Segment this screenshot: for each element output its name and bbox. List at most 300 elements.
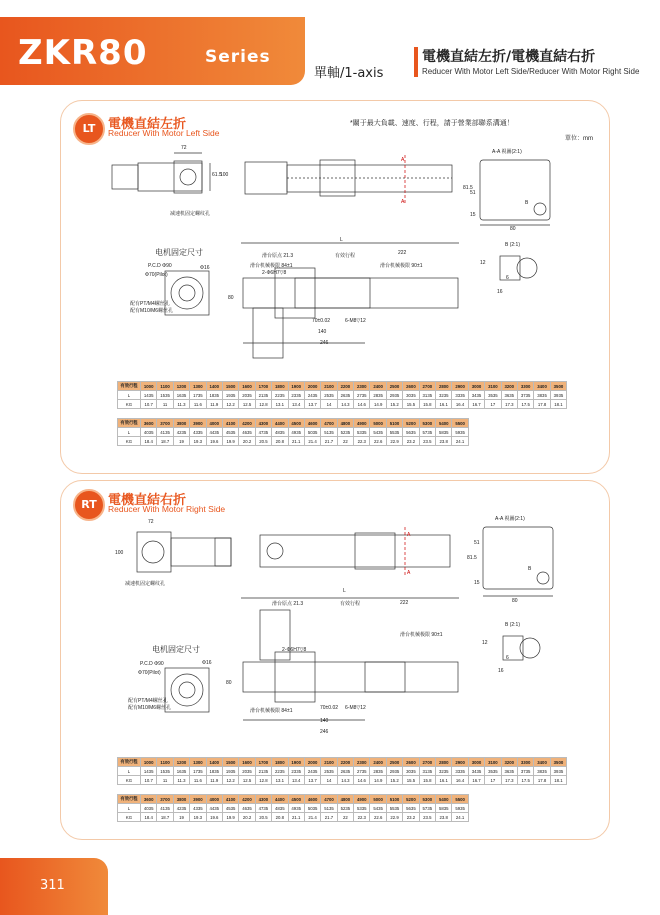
spec-cell: 4635 [239,428,255,437]
spec-cell: 2035 [239,391,255,400]
spec-cell: 2135 [255,391,271,400]
spec-cell: 2535 [321,391,337,400]
bolt-note-2-2: 配有M10/M6螺丝孔 [128,705,172,711]
header-title-en: Reducer With Motor Left Side/Reducer With Motor Right Side [422,67,640,76]
spec-cell: 3635 [501,767,517,776]
spec-cell: 4200 [239,419,255,428]
dim-left-limit: 滑台机械极限 84±1 [250,263,293,269]
spec-cell: 1100 [157,758,173,767]
spec-cell: 4935 [288,428,304,437]
spec-cell: 5135 [321,428,337,437]
section-title-en: Reducer With Motor Left Side [108,128,220,138]
spec-cell: 24.1 [452,437,468,446]
mark-b: B [525,200,529,206]
spec-row-stroke [118,758,567,767]
spec-cell: 4100 [222,419,238,428]
spec-cell: 1200 [173,382,189,391]
spec-cell: 1435 [141,767,157,776]
spec-cell: 23.5 [419,813,435,822]
spec-row-label: KG [118,813,141,822]
spec-cell: 1635 [173,391,189,400]
spec-row-label: KG [118,437,141,446]
spec-cell: 4035 [141,804,157,813]
spec-cell: 11.3 [173,400,189,409]
spec-cell: 1635 [173,767,189,776]
spec-cell: 4900 [354,419,370,428]
spec-cell: 1500 [222,758,238,767]
spec-cell: 4735 [255,428,271,437]
spec-cell: 4035 [141,428,157,437]
drawing2-aa-view [478,522,563,602]
spec-cell: 1100 [157,382,173,391]
spec-cell: 19 [173,437,189,446]
spec-cell: 18.4 [141,437,157,446]
spec-cell: 21.7 [321,813,337,822]
dim-61-5: 61.5 [212,172,222,178]
spec-cell: 3300 [517,382,533,391]
motor-fix-title: 电机固定尺寸 [155,248,203,257]
bolt-note-1: 配有PT/M4螺丝孔 [130,301,170,307]
dim-m8: 6-M8▽12 [345,318,366,324]
spec-cell: 22.3 [354,437,370,446]
dim-slide-origin: 滑台原点 21.3 [262,253,294,259]
drawing2-front-view [235,590,465,740]
spec-cell: 14 [321,776,337,785]
spec-row-L [118,804,469,813]
spec-cell: 3800 [173,419,189,428]
dim2-222: 222 [400,600,409,606]
spec-row-L [118,391,567,400]
spec-cell: 4335 [190,804,206,813]
spec-cell: 5100 [386,419,402,428]
spec-cell: 13.4 [288,776,304,785]
drawing-top-view [110,145,240,220]
spec-cell: 20.2 [239,813,255,822]
spec-cell: 5200 [403,419,419,428]
spec-cell: 4400 [272,419,288,428]
spec-cell: 13.7 [304,400,320,409]
spec-cell: 5035 [304,428,320,437]
dim2-100: 100 [115,550,124,556]
spec-cell: 5300 [419,419,435,428]
pilot-label-2: Φ70(Pilot) [138,670,161,676]
header-banner [0,17,305,85]
spec-row-label: KG [118,776,141,785]
spec-cell: 1000 [141,758,157,767]
drawing2-top-view [115,520,245,585]
spec-cell: 2400 [370,382,386,391]
spec-cell: 5935 [452,428,468,437]
spec-cell: 3735 [517,767,533,776]
spec-cell: 4235 [173,428,189,437]
spec-cell: 22.6 [370,813,386,822]
dim-80-aa: 80 [510,226,516,232]
spec-cell: 15.5 [403,400,419,409]
spec-cell: 4600 [304,795,320,804]
mark2-a-bottom: A [407,570,411,576]
spec-cell: 4135 [157,428,173,437]
spec-cell: 3535 [485,767,501,776]
spec-cell: 2600 [403,382,419,391]
spec-cell: 2835 [370,767,386,776]
spec-cell: 4235 [173,804,189,813]
spec-cell: 3700 [157,419,173,428]
spec-cell: 21.7 [321,437,337,446]
spec-cell: 3235 [436,767,452,776]
spec-cell: 3035 [403,767,419,776]
spec-row-L [118,767,567,776]
spec-cell: 3935 [550,391,566,400]
spec-cell: 2735 [354,767,370,776]
spec-cell: 4900 [354,795,370,804]
pcd-label: P.C.D Φ90 [148,263,172,269]
spec-cell: 22.6 [370,437,386,446]
spec-cell: 5400 [436,795,452,804]
spec-cell: 17.5 [517,400,533,409]
spec-cell: 13.7 [304,776,320,785]
spec-cell: 13.4 [288,400,304,409]
spec-cell: 5535 [386,804,402,813]
dim-100: 100 [220,172,229,178]
spec-cell: 16.1 [436,400,452,409]
spec-cell: 5735 [419,804,435,813]
dim-140: 140 [318,329,327,335]
spec-cell: 4200 [239,795,255,804]
spec-cell: 19.9 [222,437,238,446]
spec-cell: 5400 [436,419,452,428]
dim-l: L [340,237,343,243]
spec-cell: 1400 [206,382,222,391]
spec-cell: 3400 [534,382,550,391]
spec-cell: 22.9 [386,813,402,822]
spec-cell: 1735 [190,391,206,400]
section-title-zh: 電機直結左折 [108,117,187,132]
spec-cell: 2000 [304,758,320,767]
spec-cell: 2000 [304,382,320,391]
spec-cell: 17.5 [517,776,533,785]
spec-row-label: KG [118,400,141,409]
spec-cell: 5000 [370,795,386,804]
spec-cell: 12.2 [222,400,238,409]
spec-cell: 17.8 [534,776,550,785]
spec-cell: 4835 [272,804,288,813]
spec-row-KG [118,437,469,446]
spec-cell: 5035 [304,804,320,813]
spec-cell: 4500 [288,419,304,428]
header-divider [414,47,418,77]
spec-cell: 1200 [173,758,189,767]
spec-cell: 1535 [157,391,173,400]
spec-cell: 2700 [419,382,435,391]
spec-cell: 4800 [337,419,353,428]
dim2-slide-origin: 滑台原点 21.3 [272,601,304,607]
spec-cell: 3035 [403,391,419,400]
spec-cell: 4500 [288,795,304,804]
spec-cell: 14.6 [354,400,370,409]
spec-cell: 3600 [141,795,157,804]
mark-a-top: A [401,157,405,163]
spec-cell: 5635 [403,428,419,437]
spec-cell: 4535 [222,428,238,437]
spec-cell: 16.1 [436,776,452,785]
mark2-a-top: A [407,532,411,538]
hole-label: Φ16 [200,265,210,271]
spec-cell: 21.4 [304,813,320,822]
spec-cell: 4300 [255,419,271,428]
spec-cell: 5935 [452,804,468,813]
spec-cell: 2635 [337,391,353,400]
spec-cell: 23.8 [436,437,452,446]
axis-label: 單軸/1-axis [314,66,384,81]
spec-cell: 19.3 [190,437,206,446]
spec-row-label: 有效行程 [118,419,141,428]
spec-cell: 11 [157,400,173,409]
spec-cell: 5335 [354,804,370,813]
spec-row-label: L [118,767,141,776]
spec-cell: 4435 [206,804,222,813]
spec-cell: 1935 [222,767,238,776]
spec-cell: 5300 [419,795,435,804]
spec-cell: 2800 [436,382,452,391]
spec-table-1 [117,381,567,409]
spec-cell: 14 [321,400,337,409]
spec-cell: 10.7 [141,776,157,785]
dim2-51: 51 [474,540,480,546]
spec-cell: 13.1 [272,776,288,785]
spec-cell: 1435 [141,391,157,400]
dim-6: 6 [506,275,509,281]
spec-cell: 4835 [272,428,288,437]
spec-cell: 14.6 [354,776,370,785]
spec-cell: 2900 [452,758,468,767]
spec-cell: 24.1 [452,813,468,822]
spec-cell: 1600 [239,382,255,391]
spec-cell: 3200 [501,758,517,767]
badge-rt: RT [73,489,105,521]
motor-fix-title-2: 电机固定尺寸 [152,645,200,654]
spec-cell: 2835 [370,391,386,400]
spec-row-label: 有效行程 [118,382,141,391]
spec-cell: 20.2 [239,437,255,446]
dim2-80: 80 [226,680,232,686]
spec-cell: 4335 [190,428,206,437]
spec-cell: 15.8 [419,776,435,785]
spec-cell: 21.1 [288,437,304,446]
spec-cell: 5535 [386,428,402,437]
spec-cell: 3335 [452,767,468,776]
spec-cell: 11.9 [206,776,222,785]
spec-cell: 1700 [255,758,271,767]
spec-cell: 1835 [206,767,222,776]
spec-row-label: 有效行程 [118,758,141,767]
dim2-246: 246 [320,729,329,735]
spec-cell: 17 [485,400,501,409]
spec-cell: 3900 [190,795,206,804]
bolt-note-1-2: 配有PT/M4螺丝孔 [128,698,168,704]
dim-81-5: 81.5 [463,185,473,191]
section2-title-en: Reducer With Motor Right Side [108,504,226,514]
dim2-140: 140 [320,718,329,724]
page-number: 311 [40,878,65,893]
spec-cell: 18.4 [141,813,157,822]
spec-cell: 11.9 [206,400,222,409]
spec-cell: 15.5 [403,776,419,785]
contact-note: *關于最大負載、速度、行程，請于營業部聯系溝通！ [350,120,514,127]
spec-cell: 5500 [452,419,468,428]
spec-cell: 20.8 [272,813,288,822]
spec-cell: 5335 [354,428,370,437]
dim-15: 15 [470,212,476,218]
drawing-b-view [485,248,555,288]
spec-cell: 1600 [239,758,255,767]
spec-cell: 1835 [206,391,222,400]
header-title-zh: 電機直結左折/電機直結右折 [422,49,596,65]
view2-aa-label: A-A 視圖(2:1) [495,516,525,522]
spec-cell: 2435 [304,767,320,776]
spec-cell: 3735 [517,391,533,400]
spec-cell: 20.5 [255,437,271,446]
spec-cell: 14.9 [370,400,386,409]
spec-cell: 2735 [354,391,370,400]
spec-cell: 12.5 [239,400,255,409]
spec-cell: 3835 [534,391,550,400]
spec-cell: 5500 [452,795,468,804]
spec-cell: 22 [337,437,353,446]
badge-lt: LT [73,113,105,145]
hole-label-2: Φ16 [202,660,212,666]
spec-cell: 3235 [436,391,452,400]
reducer-hole-note-2: 减速机固定螺纹孔 [125,581,166,587]
unit-label: 單位：mm [565,136,593,142]
spec-cell: 20.5 [255,813,271,822]
spec-cell: 2900 [452,382,468,391]
dim-pin: 2-Φ6H7▽8 [262,270,287,276]
spec-cell: 18.1 [550,776,566,785]
spec-cell: 18.1 [550,400,566,409]
spec-cell: 4100 [222,795,238,804]
spec-cell: 3100 [485,382,501,391]
spec-cell: 2200 [337,382,353,391]
spec-cell: 16.7 [468,776,484,785]
spec-cell: 14.3 [337,776,353,785]
spec-cell: 21.4 [304,437,320,446]
spec-cell: 5835 [436,804,452,813]
spec-cell: 23.2 [403,813,419,822]
spec-cell: 12.5 [239,776,255,785]
spec-cell: 15.2 [386,400,402,409]
spec-cell: 3435 [468,767,484,776]
series-label: Series [205,47,271,67]
view-b-label: B (2:1) [505,242,521,248]
spec-cell: 3600 [141,419,157,428]
spec-cell: 2335 [288,767,304,776]
dim2-6: 6 [506,655,509,661]
spec-cell: 3535 [485,391,501,400]
spec-cell: 3900 [190,419,206,428]
spec-row-label: L [118,391,141,400]
spec-cell: 17.3 [501,400,517,409]
spec-cell: 16.4 [452,776,468,785]
mark-a-bottom: A [401,199,405,205]
spec-cell: 4300 [255,795,271,804]
spec-cell: 5235 [337,804,353,813]
spec-cell: 2235 [272,767,288,776]
dim2-16: 16 [498,668,504,674]
spec-cell: 1800 [272,382,288,391]
drawing-side-view [240,150,460,215]
spec-cell: 11 [157,776,173,785]
dim2-80: 80 [512,598,518,604]
spec-cell: 3435 [468,391,484,400]
dim2-pin: 2-Φ6H7▽8 [282,647,307,653]
spec-row-label: L [118,804,141,813]
dim2-stroke: 有效行程 [340,601,361,607]
spec-cell: 19.3 [190,813,206,822]
spec-cell: 1535 [157,767,173,776]
spec-cell: 2600 [403,758,419,767]
spec-cell: 13.1 [272,400,288,409]
reducer-hole-note: 减速机固定螺纹孔 [170,211,211,217]
spec-row-label: L [118,428,141,437]
mark2-b: B [528,566,532,572]
spec-cell: 2435 [304,391,320,400]
drawing2-b-view [488,628,558,668]
spec-cell: 4000 [206,795,222,804]
spec-cell: 3335 [452,391,468,400]
spec-cell: 1000 [141,382,157,391]
spec-cell: 1500 [222,382,238,391]
drawing2-side-view [255,525,455,580]
spec-cell: 10.7 [141,400,157,409]
spec-cell: 14.3 [337,400,353,409]
spec-cell: 2235 [272,391,288,400]
spec-cell: 5735 [419,428,435,437]
spec-cell: 21.1 [288,813,304,822]
spec-cell: 5200 [403,795,419,804]
spec-cell: 3800 [173,795,189,804]
dim2-12: 12 [482,640,488,646]
spec-cell: 2635 [337,767,353,776]
spec-cell: 3135 [419,391,435,400]
dim2-72: 72 [148,519,154,525]
spec-cell: 15.2 [386,776,402,785]
spec-table-2 [117,418,469,446]
spec-cell: 5100 [386,795,402,804]
spec-cell: 5235 [337,428,353,437]
spec-cell: 3300 [517,758,533,767]
spec-cell: 22 [337,813,353,822]
dim-80-front: 80 [228,295,234,301]
product-title: ZKR80 [18,33,148,73]
dim-right-limit: 滑台机械极限 90±1 [380,263,423,269]
spec-cell: 2800 [436,758,452,767]
spec-cell: 19.6 [206,813,222,822]
view2-b-label: B (2:1) [505,622,521,628]
spec-cell: 1935 [222,391,238,400]
spec-cell: 2135 [255,767,271,776]
spec-cell: 5835 [436,428,452,437]
spec-cell: 2200 [337,758,353,767]
spec-cell: 4700 [321,419,337,428]
pilot-label: Φ70(Pilot) [145,272,168,278]
page-number-block [0,858,108,915]
spec-cell: 2535 [321,767,337,776]
spec-cell: 12.8 [255,400,271,409]
dim2-left-limit: 滑台机械极限 84±1 [250,708,293,714]
spec-cell: 16.4 [452,400,468,409]
spec-row-label: 有效行程 [118,795,141,804]
spec-cell: 4400 [272,795,288,804]
